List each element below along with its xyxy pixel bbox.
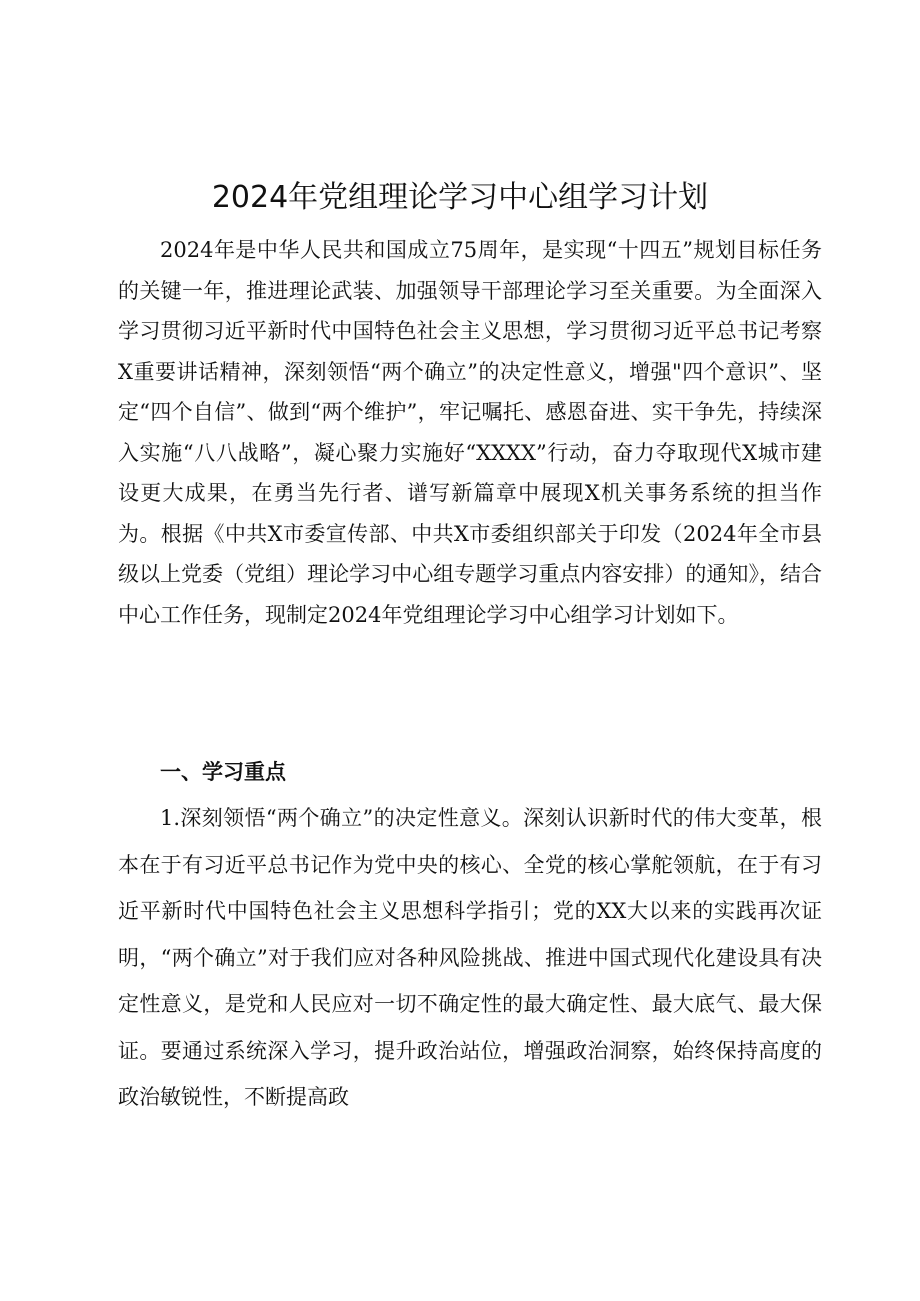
item-1-paragraph: 1.深刻领悟“两个确立”的决定性意义。深刻认识新时代的伟大变革，根本在于有习近平总书记作为党中央的核心、全党的核心掌舵领航，在于有习近平新时代中国特色社会主义思想科学指引；党的XX大以来的实践再次证明，“两个确立”对于我们应对各种风险挑战、推进中国式现代化建设具有决定性意义，是党和人民应对一切不确定性的最大确定性、最大底气、最大保证。要通过系统深入学习，提升政治站位，增强政治洞察，始终保持高度的政治敏锐性，不断提高政: [118, 806, 822, 1109]
intro-paragraph: 2024年是中华人民共和国成立75周年，是实现“十四五”规划目标任务的关键一年，推进理论武装、加强领导干部理论学习至关重要。为全面深入学习贯彻习近平新时代中国特色社会主义思想，学习贯彻习近平总书记考察X重要讲话精神，深刻领悟“两个确立”的决定性意义，增强"四个意识”、坚定“四个自信”、做到“两个维护”，牢记嘱托、感恩奋进、实干争先，持续深入实施“八八战略”，凝心聚力实施好“XXXX”行动，奋力夺取现代X城市建设更大成果，在勇当先行者、谱写新篇章中展现X机关事务系统的担当作为。根据《中共X市委宣传部、中共X市委组织部关于印发（2024年全市县级以上党委（党组）理论学习中心组专题学习重点内容安排）的通知》，结合中心工作任务，现制定2024年党组理论学习中心组学习计划如下。: [118, 238, 822, 627]
document-title: 2024年党组理论学习中心组学习计划: [211, 180, 709, 215]
section-heading: 一、学习重点: [160, 760, 286, 784]
